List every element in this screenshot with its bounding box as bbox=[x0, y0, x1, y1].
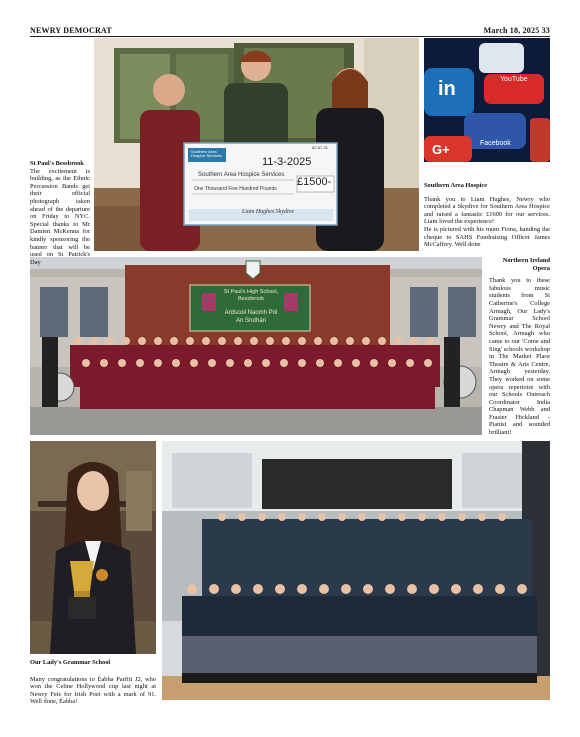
photo-percussion-band bbox=[30, 257, 482, 435]
caption-our-lady-body: Many congratulations to Éabha Parfitt J2, who won the Celine Hollywood cup last night at Newry Feis for Irish Poet with a mark of 91. Well done, Éabha! bbox=[30, 675, 156, 706]
masthead-rule bbox=[30, 36, 550, 37]
cheque-words: One Thousand Five Hundred Pounds bbox=[194, 186, 277, 192]
cheque-amount: £1500- bbox=[297, 176, 332, 188]
caption-st-pauls bbox=[30, 160, 90, 266]
banner-line4: An Sruthán bbox=[235, 318, 267, 324]
banner-line1: St Paul's High School, bbox=[223, 289, 279, 295]
caption-st-pauls-head: St Paul's Bessbrook bbox=[30, 160, 84, 167]
caption-our-lady-head: Our Lady's Grammar School bbox=[30, 659, 111, 666]
caption-hospice-body1: Thank you to Liam Hughes, Newry who completed a Skydive for Southern Area Hospice and raised a fantastic £1600 for our services. Liam loved the experience! bbox=[424, 195, 550, 226]
photo-cheque-presentation bbox=[94, 38, 419, 251]
linkedin-icon: in bbox=[438, 78, 456, 100]
paper-name: NEWRY DEMOCRAT bbox=[30, 26, 112, 35]
youtube-icon: YouTube bbox=[500, 76, 528, 83]
google-plus-icon: G+ bbox=[432, 142, 450, 157]
caption-opera bbox=[489, 257, 550, 437]
caption-opera-body: Thank you to these fabulous music students from St Catherine's College Armagh, Our Lady's Grammar School Newry and The Royal School, Armagh who came to our 'Come and Sing' schools workshop in The Market Place Theatre & Arts Centre, Armagh yesterday. They worked on some opera repertoire with our Schools Outreach Coordinator India Chapman Webb and Frasier Hickland - Pianist and sounded brilliant! bbox=[489, 277, 550, 437]
caption-hospice-body2: He is pictured with his mum Fiona, handing the cheque to SAHS Fundraising Officer James McCaffrey. Well done bbox=[424, 225, 550, 249]
photo-cup-winner bbox=[30, 441, 156, 654]
photo-opera-group bbox=[162, 441, 550, 700]
facebook-icon: Facebook bbox=[480, 140, 511, 147]
caption-opera-head: Northern Ireland Opera bbox=[502, 257, 550, 272]
caption-our-lady bbox=[30, 659, 156, 706]
caption-hospice-head: Southern Area Hospice bbox=[424, 182, 488, 189]
photo-social-apps bbox=[424, 38, 550, 162]
date-page: March 18, 2025 33 bbox=[483, 26, 550, 35]
caption-st-pauls-body: The excitement is building, as the Ethnic Percussion Bands get their official photograph taken ahead of the departure on Friday to NYC. Special thanks to Mr Damien McKenna for kindly sponsoring the banner that will be used on St Patrick's Day bbox=[30, 167, 90, 266]
cheque-date: 11-3-2025 bbox=[262, 156, 312, 168]
cheque-payee: Southern Area Hospice Services bbox=[198, 172, 285, 178]
banner-line2: Bessbrook bbox=[238, 296, 264, 302]
banner-line3: Ardscoil Naomh Pól bbox=[224, 310, 278, 316]
cheque-code: 82-57-21 bbox=[312, 145, 329, 150]
caption-hospice bbox=[424, 182, 550, 249]
cheque-signature: Liam Hughes Skydive bbox=[242, 209, 294, 215]
cheque-bank: Southern Area Hospice Services bbox=[191, 149, 222, 159]
